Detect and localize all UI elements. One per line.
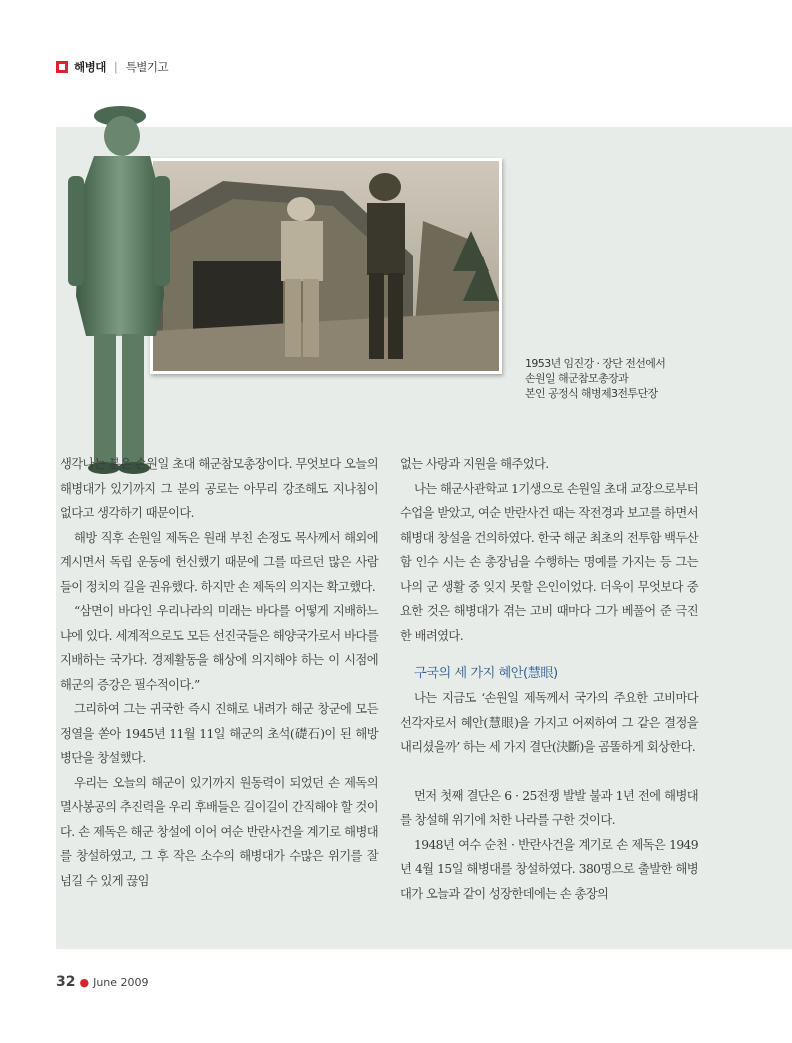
paragraph: 나는 지금도 ‘손원일 제독께서 국가의 주요한 고비마다 선각자로서 혜안(慧眼)을 가지고 어찌하여 그 같은 결정을 내리셨을까’ 하는 세 가지 결단(決斷)을 곰똘하게 회상한다. (400, 691, 698, 754)
issue-date: June 2009 (93, 976, 149, 989)
section-marker-icon (56, 61, 68, 73)
article-column-left (60, 452, 378, 893)
photo-caption (525, 356, 665, 401)
paragraph: 그리하여 그는 귀국한 즉시 진해로 내려가 해군 창군에 모든 정열을 쏟아 1945년 11월 11일 해군의 초석(礎石)이 된 해방병단을 창설했다. (60, 702, 378, 765)
section-subheading: 구국의 세 가지 혜안(慧眼) (414, 666, 558, 681)
page-footer (56, 974, 149, 990)
subsection-title: 특별기고 (125, 60, 169, 74)
paragraph: 나는 해군사관학교 1기생으로 손원일 초대 교장으로부터 수업을 받았고, 여순 반란사건 때는 작전경과 보고를 하면서 해병대 창설을 건의하였다. 한국 해군 최초의 전투함 백두산함 인수 시는 손 총장님을 수행하는 명예를 가지는 등 그는 나의 군 생활 중 잊지 못할 은인이었다. 더욱이 무엇보다 중요한 것은 해병대가 겪는 고비 때마다 그가 베풀어 준 극진한 배려였다. (400, 481, 698, 643)
quote-paragraph: “삼면이 바다인 우리나라의 미래는 바다를 어떻게 지배하느냐에 있다. 세계적으로도 모든 선진국들은 해양국가로서 바다를 지배하는 국가다. 경제활동을 해상에 의지해야 하는 이 시점에 해군의 증강은 필수적이다.” (60, 604, 378, 692)
article-column-right (400, 452, 698, 906)
page-header (56, 58, 168, 76)
paragraph: 1948년 여수 순천 · 반란사건을 계기로 손 제독은 1949년 4월 15일 해병대를 창설하였다. 380명으로 출발한 해병대가 오늘과 같이 성장한데에는 손 총장의 (400, 837, 698, 901)
bullet-icon: ● (79, 976, 90, 989)
paragraph: 해방 직후 손원일 제독은 원래 부친 손정도 목사께서 해외에 계시면서 독립 운동에 헌신했기 때문에 그를 따르던 많은 사람들이 정치의 길을 권유했다. 하지만 손 제독의 의지는 확고했다. (60, 530, 378, 594)
paragraph: 생각나는 분은 손원일 초대 해군참모총장이다. 무엇보다 오늘의 해병대가 있기까지 그 분의 공로는 아무리 강조해도 지나침이 없다고 생각하기 때문이다. (60, 457, 378, 520)
caption-line: 1953년 임진강 · 장단 전선에서 (525, 357, 666, 370)
section-title: 해병대 (74, 60, 106, 74)
page-number: 32 (56, 974, 76, 990)
paragraph: 우리는 오늘의 해군이 있기까지 원동력이 되었던 손 제독의 멸사봉공의 추진력을 우리 후배들은 길이길이 간직해야 할 것이다. 손 제독은 해군 창설에 이어 여순 반란사건을 계기로 해병대를 창설하였고, 그 후 작은 소수의 해병대가 수많은 위기를 잘 넘길 수 있게 끊임 (60, 775, 378, 888)
historic-photo (150, 158, 502, 374)
caption-line: 손원일 해군참모총장과 (525, 372, 629, 385)
paragraph: 먼저 첫째 결단은 6 · 25전쟁 발발 불과 1년 전에 해병대를 창설해 위기에 처한 나라를 구한 것이다. (400, 788, 698, 827)
header-divider: | (113, 60, 118, 74)
paragraph-spacer (400, 760, 698, 784)
caption-line: 본인 공정식 해병제3전투단장 (525, 387, 658, 400)
statue-image (64, 96, 174, 476)
paragraph: 없는 사랑과 지원을 해주었다. (400, 457, 549, 471)
